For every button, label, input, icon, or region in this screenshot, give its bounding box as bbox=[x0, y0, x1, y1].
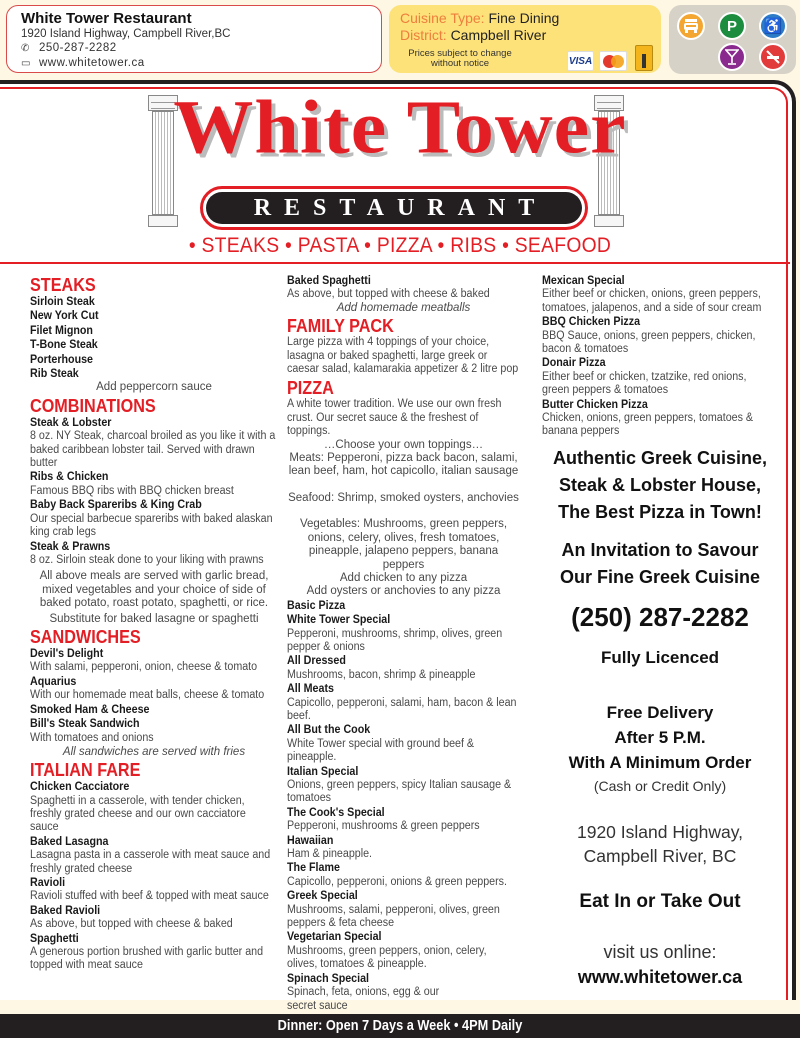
menu-item-desc: Lasagna pasta in a casserole with meat sauce and freshly grated cheese bbox=[30, 849, 271, 875]
menu-item: Bill's Steak Sandwich bbox=[30, 717, 140, 730]
menu-item: Devil's Delight bbox=[30, 647, 104, 660]
menu-item-desc: Capicollo, pepperoni, salami, ham, bacon & lean beef. bbox=[287, 696, 517, 722]
menu-item: Porterhouse bbox=[30, 353, 94, 366]
menu-item: Mexican Special bbox=[542, 275, 625, 287]
menu-item-desc: A generous portion brushed with garlic butter and topped with meat sauce bbox=[30, 946, 264, 972]
logo-title: White Tower bbox=[173, 86, 627, 170]
pizza-vegetables: Vegetables: Mushrooms, green peppers, onions, celery, olives, fresh tomatoes, pineapple, jalapeno peppers, banana peppers bbox=[299, 518, 508, 571]
parking-icon: P bbox=[718, 12, 746, 40]
menu-item: White Tower Special bbox=[287, 614, 391, 627]
cuisine-info-box bbox=[389, 5, 661, 73]
menu-item: Baked Lasagna bbox=[30, 835, 109, 848]
menu-item: All But the Cook bbox=[287, 724, 371, 737]
section-note: All sandwiches are served with fries bbox=[62, 745, 246, 758]
menu-item-desc: Mushrooms, green peppers, onion, celery, olives, tomatoes & pineapple. bbox=[287, 944, 487, 971]
menu-item-desc: As above, but topped with cheese & baked bbox=[287, 288, 490, 301]
section-note: All above meals are served with garlic bread, mixed vegetables and your choice of side of baked potato, roast potato, spaghetti, or rice. bbox=[39, 570, 269, 610]
section-title-sandwiches: SANDWICHES bbox=[30, 626, 141, 647]
menu-item-desc: BBQ Sauce, onions, green peppers, chicken, bacon & tomatoes bbox=[542, 329, 756, 356]
district-label: District: bbox=[400, 27, 447, 43]
promo-tagline: Authentic Greek Cuisine, Steak & Lobster House, The Best Pizza in Town! bbox=[552, 448, 768, 522]
menu-item: Smoked Ham & Cheese bbox=[30, 703, 150, 716]
menu-item-desc: White Tower special with ground beef & pineapple. bbox=[287, 737, 475, 764]
phone-icon: ✆ bbox=[21, 43, 30, 54]
mastercard-icon bbox=[599, 51, 627, 71]
menu-item-desc: Mushrooms, salami, pepperoni, olives, green peppers & feta cheese bbox=[287, 903, 500, 930]
menu-item: Steak & Lobster bbox=[30, 416, 112, 429]
menu-item-desc: With tomatoes and onions bbox=[30, 732, 154, 745]
menu-item: Vegetarian Special bbox=[287, 931, 382, 944]
promo-phone[interactable]: (250) 287-2282 bbox=[571, 602, 749, 632]
menu-item: Basic Pizza bbox=[287, 599, 346, 612]
menu-item: Spaghetti bbox=[30, 932, 79, 945]
visa-card-icon: VISA bbox=[567, 51, 594, 71]
menu-item: Hawaiian bbox=[287, 834, 334, 847]
menu-item: Greek Special bbox=[287, 890, 358, 903]
no-smoking-icon bbox=[759, 43, 787, 71]
promo-eat-in: Eat In or Take Out bbox=[579, 891, 741, 912]
menu-item: Butter Chicken Pizza bbox=[542, 398, 648, 411]
menu-item: Italian Special bbox=[287, 765, 359, 778]
cuisine-type-label: Cuisine Type: bbox=[400, 10, 485, 26]
section-title-family-pack: FAMILY PACK bbox=[287, 316, 394, 337]
pizza-intro: A white tower tradition. We use our own fresh crust. Our secret sauce & the freshest of toppings. bbox=[287, 398, 502, 438]
family-pack-desc: Large pizza with 4 toppings of your choice, lasagna or baked spaghetti, large greek or caesar salad, kalamarakia appetizer & 2 litre pop bbox=[287, 336, 519, 376]
menu-item: New York Cut bbox=[30, 310, 99, 323]
promo-website[interactable]: visit us online: www.whitetower.ca bbox=[537, 940, 783, 990]
menu-item: Rib Steak bbox=[30, 368, 79, 381]
section-title-italian-fare: ITALIAN FARE bbox=[30, 760, 141, 781]
restaurant-info-box bbox=[6, 5, 382, 73]
menu-item: Ravioli bbox=[30, 877, 66, 890]
menu-item-desc: Pepperoni, mushrooms & green peppers bbox=[287, 820, 480, 833]
divider bbox=[0, 262, 790, 264]
pizza-choose-note: …Choose your own toppings… bbox=[323, 438, 484, 451]
menu-item-desc: Chicken, onions, green peppers, tomatoes & banana peppers bbox=[542, 412, 754, 438]
menu-column-3 bbox=[542, 274, 767, 439]
cuisine-type-value: Fine Dining bbox=[488, 10, 560, 26]
menu-item: The Flame bbox=[287, 862, 340, 875]
menu-item: Steak & Prawns bbox=[30, 540, 111, 553]
pizza-add-chicken: Add chicken to any pizza bbox=[339, 571, 468, 584]
menu-item-desc: With our homemade meat balls, cheese & tomato bbox=[30, 689, 265, 702]
menu-item-desc: Either beef or chicken, tzatzike, red onions, green peppers & tomatoes bbox=[542, 370, 747, 397]
section-title-pizza: PIZZA bbox=[287, 378, 334, 399]
menu-item: Baby Back Spareribs & King Crab bbox=[30, 499, 202, 512]
promo-address: 1920 Island Highway, Campbell River, BC bbox=[576, 822, 744, 866]
menu-item: Baked Ravioli bbox=[30, 904, 101, 917]
section-note: Substitute for baked lasagne or spaghetti bbox=[49, 612, 259, 625]
menu-item: All Dressed bbox=[287, 655, 346, 668]
pizza-meats: Meats: Pepperoni, pizza back bacon, salami, lean beef, ham, hot capicollo, italian sausage bbox=[288, 452, 519, 478]
phone-row[interactable] bbox=[21, 41, 381, 56]
menu-item: BBQ Chicken Pizza bbox=[542, 316, 641, 329]
website-link[interactable]: www.whitetower.ca bbox=[39, 57, 145, 69]
prices-note: Prices subject to change without notice bbox=[408, 48, 512, 69]
section-title-steaks: STEAKS bbox=[30, 275, 96, 295]
menu-item-desc: 8 oz. Sirloin steak done to your liking with prawns bbox=[30, 553, 264, 566]
logo-banner bbox=[200, 186, 588, 230]
taxi-icon bbox=[677, 12, 705, 40]
menu-item: Filet Mignon bbox=[30, 324, 93, 337]
interac-icon bbox=[635, 45, 653, 71]
restaurant-name: White Tower Restaurant bbox=[21, 10, 192, 27]
section-note: Add homemade meatballs bbox=[336, 301, 471, 314]
website-link[interactable]: www.whitetower.ca bbox=[577, 967, 743, 987]
menu-item: Sirloin Steak bbox=[30, 296, 95, 308]
menu-item: All Meats bbox=[287, 683, 334, 696]
menu-item-desc: Ham & pineapple. bbox=[287, 848, 373, 861]
section-note: Add peppercorn sauce bbox=[96, 381, 212, 394]
menu-item-desc: Capicollo, pepperoni, onions & green peppers. bbox=[287, 875, 508, 888]
pizza-seafood: Seafood: Shrimp, smoked oysters, anchovies bbox=[288, 491, 519, 504]
menu-item: Chicken Cacciatore bbox=[30, 781, 130, 794]
menu-item: Aquarius bbox=[30, 675, 77, 688]
pizza-add-oysters: Add oysters or anchovies to any pizza bbox=[306, 585, 501, 598]
logo-banner-text: RESTAURANT bbox=[206, 192, 582, 224]
wheelchair-icon: ♿ bbox=[759, 12, 787, 40]
promo-invitation: An Invitation to Savour Our Fine Greek Cuisine bbox=[559, 540, 761, 587]
menu-item-desc: 8 oz. NY Steak, charcoal broiled as you like it with a baked caribbean lobster tail. Served with drawn butter bbox=[30, 430, 276, 470]
logo bbox=[0, 86, 800, 256]
restaurant-address: 1920 Island Highway, Campbell River,BC bbox=[21, 28, 231, 40]
menu-column-1 bbox=[30, 274, 278, 973]
website-row[interactable] bbox=[21, 56, 381, 71]
menu-item-desc: Mushrooms, bacon, shrimp & pineapple bbox=[287, 668, 476, 681]
phone-number[interactable]: 250-287-2282 bbox=[39, 42, 117, 54]
menu-item-desc: Our special barbecue spareribs with baked alaskan king crab legs bbox=[30, 512, 273, 539]
opening-hours: Dinner: Open 7 Days a Week • 4PM Daily bbox=[277, 1018, 523, 1034]
menu-item: Spinach Special bbox=[287, 972, 370, 985]
logo-tagline: • STEAKS • PASTA • PIZZA • RIBS • SEAFOOD bbox=[188, 234, 612, 257]
menu-item-desc: Either beef or chicken, onions, green peppers, tomatoes, jalapenos, and a side of sour cream bbox=[542, 288, 762, 314]
promo-delivery: Free Delivery After 5 P.M. With A Minimum Order (Cash or Credit Only) bbox=[568, 703, 752, 794]
menu-column-2 bbox=[287, 274, 520, 1013]
hours-footer bbox=[0, 1014, 800, 1038]
menu-item-desc: Onions, green peppers, spicy Italian sausage & tomatoes bbox=[287, 779, 512, 805]
menu-item: Baked Spaghetti bbox=[287, 275, 371, 287]
amenities-box bbox=[669, 5, 796, 74]
district-value: Campbell River bbox=[450, 27, 547, 43]
menu-item-desc: With salami, pepperoni, onion, cheese & tomato bbox=[30, 661, 258, 674]
menu-item-desc: Spaghetti in a casserole, with tender chicken, freshly grated cheese and our own cacciatore sauce bbox=[30, 794, 246, 834]
section-title-combinations: COMBINATIONS bbox=[30, 395, 156, 416]
promo-licence: Fully Licenced bbox=[600, 648, 720, 667]
menu-item: Ribs & Chicken bbox=[30, 471, 109, 484]
monitor-icon: ▭ bbox=[21, 58, 31, 69]
menu-item-desc: Ravioli stuffed with beef & topped with meat sauce bbox=[30, 890, 269, 903]
cocktail-icon bbox=[718, 43, 746, 71]
menu-item-desc: Famous BBQ ribs with BBQ chicken breast bbox=[30, 484, 234, 497]
menu-item-desc: As above, but topped with cheese & baked bbox=[30, 918, 233, 931]
menu-item: Donair Pizza bbox=[542, 357, 606, 370]
menu-item: T-Bone Steak bbox=[30, 339, 98, 352]
menu-item-desc: Pepperoni, mushrooms, shrimp, olives, green pepper & onions bbox=[287, 627, 503, 653]
menu-item: The Cook's Special bbox=[287, 806, 385, 819]
menu-item-desc: Spinach, feta, onions, egg & our secret sauce bbox=[287, 986, 440, 1012]
